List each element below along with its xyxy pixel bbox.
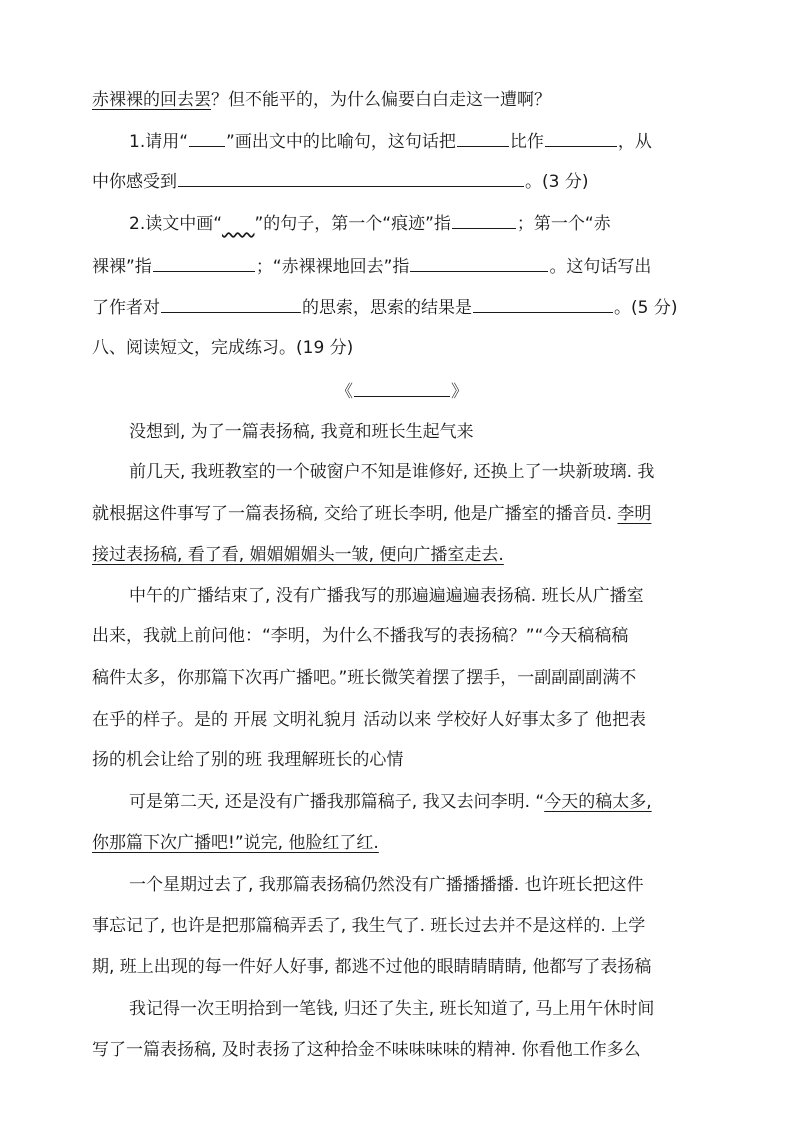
question-2-line-2 [92,255,651,277]
q2-score: 。(5 分) [614,298,678,318]
q2-text-d: 裸裸”指 [92,257,152,277]
q2-text-e: ；“赤裸裸地回去”指 [255,257,410,277]
story-line [92,504,651,524]
q2-text-f: 。这句话写出 [549,257,652,277]
story-line: 出来，我就上前问他：“李明，为什么不播我写的表扬稿？”“今天稿稿稿 [92,626,629,646]
q2-text-b: ”的句子，第一个“痕迹”指 [254,214,451,234]
story-line: 中午的广播结束了, 没有广播我写的那遍遍遍遍表扬稿. 班长从广播室 [129,586,644,606]
question-1-line-1 [129,130,652,152]
section-8-heading: 八、阅读短文，完成练习。(19 分) [92,338,354,358]
answer-blank[interactable] [161,296,301,313]
q1-text-b: ”画出文中的比喻句，这句话把 [226,132,456,152]
story-line: 一个星期过去了, 我那篇表扬稿仍然没有广播播播播. 也许班长把这件 [129,875,644,895]
story-line: 我记得一次王明拾到一笔钱, 归还了失主, 班长知道了, 马上用午休时间 [129,999,655,1019]
answer-blank[interactable] [457,130,509,147]
story-line: 在乎的样子。是的 开展 文明礼貌月 活动以来 学校好人好事太多了 他把表 [92,710,647,730]
story-text: 就根据这件事写了一篇表扬稿, 交给了班长李明, 他是广播室的播音员. [92,504,618,524]
q2-text-g: 了作者对 [92,298,160,318]
question-1-line-2 [92,170,588,192]
answer-blank[interactable] [153,255,255,272]
story-line: 期, 班上出现的每一件好人好事, 都逃不过他的眼睛睛睛睛, 他都写了表扬稿 [92,957,652,977]
story-line: 事忘记了, 也许是把那篇稿弄丢了, 我生气了. 班长过去并不是这样的. 上学 [92,916,646,936]
q2-text-a: 2.读文中画“ [129,214,223,234]
story-line [129,792,652,812]
answer-blank[interactable] [178,170,524,187]
title-bracket-close: 》 [451,382,468,402]
q2-text-c: ；第一个“赤 [516,214,611,234]
underlined-story-line: 你那篇下次广播吧!”说完, 他脸红了红. [92,833,379,853]
previous-paragraph-end [92,90,551,110]
q1-score: 。(3 分) [525,172,589,192]
q1-text-d: ，从 [617,132,652,152]
title-blank[interactable] [354,380,450,397]
wavy-symbol [222,214,254,234]
answer-blank[interactable] [452,212,516,229]
answer-blank[interactable] [410,255,548,272]
underlined-text: 今天的稿太多, [544,792,652,812]
story-line: 扬的机会让给了别的班 我理解班长的心情 [92,750,404,770]
answer-blank[interactable] [545,130,617,147]
underlined-story-line: 接过表扬稿, 看了看, 媚媚媚媚头一皱, 便向广播室走去. [92,545,504,565]
sentence-text: ？但不能平的，为什么偏要白白走这一遭啊？ [211,90,551,110]
underlined-text: 李明 [617,504,652,524]
story-line: 写了一篇表扬稿, 及时表扬了这种拾金不味味味味的精神. 你看他工作多么 [92,1040,641,1060]
story-line: 稿件太多，你那篇下次再广播吧。”班长微笑着摆了摆手，一副副副副满不 [92,668,637,688]
q2-text-h: 的思索，思索的结果是 [302,298,472,318]
passage-title [336,380,468,402]
story-line: 没想到, 为了一篇表扬稿, 我竟和班长生起气来 [129,422,474,442]
q1-text-e: 中你感受到 [92,172,177,192]
title-bracket-open: 《 [336,382,353,402]
question-2-line-1 [129,212,611,234]
question-2-line-3 [92,296,677,318]
answer-blank[interactable] [473,296,613,313]
story-text: 可是第二天, 还是没有广播我那篇稿子, 我又去问李明. “ [129,792,545,812]
q1-text-a: 1.请用“ [129,132,189,152]
q1-text-c: 比作 [509,132,544,152]
symbol-blank[interactable] [189,130,225,147]
story-line: 前几天, 我班教室的一个破窗户不知是谁修好, 还换上了一块新玻璃. 我 [129,462,655,482]
underlined-sentence: 赤裸裸的回去罢 [92,90,211,110]
